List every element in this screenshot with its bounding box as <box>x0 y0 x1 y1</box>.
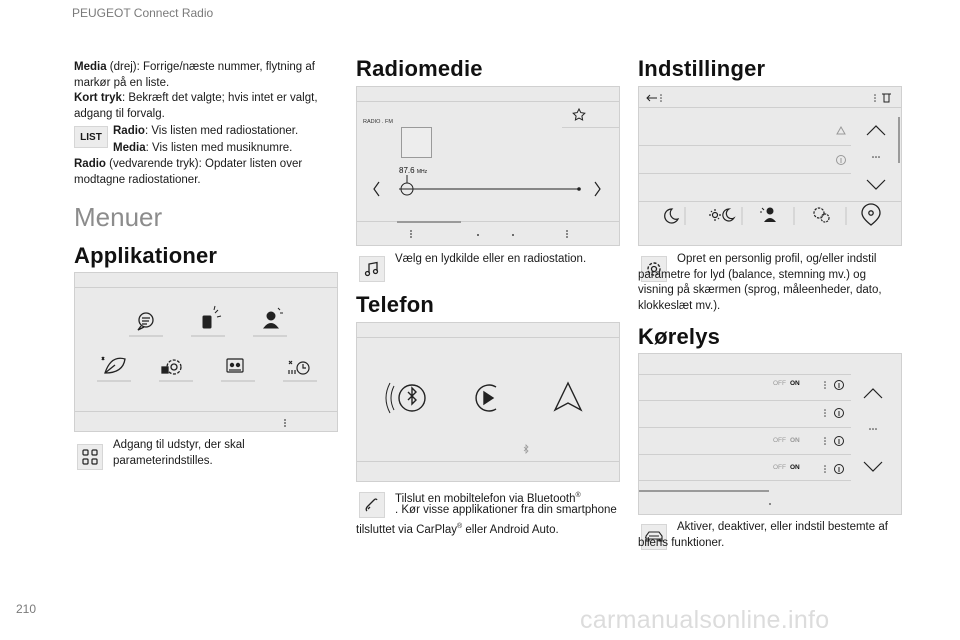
radio-update-paragraph: Radio (vedvarende tryk): Opdater listen over modtagne radiostationer. <box>74 158 303 186</box>
user-profile-icon <box>760 208 776 223</box>
radio-description: Vælg en lydkilde eller en radiostation. <box>395 253 587 265</box>
radio-menu-dots <box>410 230 568 238</box>
telephone-description: Tilslut en mobiltelefon via Bluetooth® <box>395 492 581 505</box>
apps-grid-icon <box>77 444 103 470</box>
scroll-down-icon <box>867 180 885 189</box>
toggle-switch-3[interactable]: OFF ON <box>773 464 800 471</box>
korelys-heading: Kørelys <box>638 324 721 349</box>
settings-menu-dots <box>660 94 876 102</box>
scroll-up-icon <box>864 389 882 398</box>
favorite-star-icon <box>573 109 585 120</box>
music-note-icon <box>359 256 385 282</box>
page-header: PEUGEOT Connect Radio <box>72 6 214 20</box>
climate-timer-icon <box>289 361 309 374</box>
driving-description: Aktiver, deaktiver, eller indstil bestemte af bilens funktioner. <box>638 521 888 549</box>
page-indicator-dots <box>872 156 880 158</box>
info-icons <box>835 381 844 474</box>
scroll-up-icon <box>867 126 885 135</box>
indstillinger-heading: Indstillinger <box>638 56 766 81</box>
driver-profile-icon <box>264 308 283 328</box>
watermark: carmanualsonline.info <box>580 606 830 634</box>
page-number: 210 <box>16 602 37 616</box>
android-auto-icon <box>555 383 581 410</box>
bluetooth-icon <box>386 383 425 413</box>
settings-gear-icon <box>162 360 181 374</box>
row-menu-dots <box>824 381 826 473</box>
applications-screen <box>74 272 338 432</box>
trash-icon <box>882 94 891 102</box>
media-list-paragraph: Media: Vis listen med musiknumre. <box>113 142 293 154</box>
more-options-icon <box>284 419 286 427</box>
radio-list-paragraph: Radio: Vis listen med radiostationer. <box>113 125 299 137</box>
radio-frequency: 87.6 MHz <box>399 166 428 175</box>
warning-triangle-icon <box>837 127 845 134</box>
toggle-switch-2[interactable]: OFF ON <box>773 437 800 444</box>
menuer-heading: Menuer <box>74 202 163 232</box>
system-settings-icon <box>814 208 829 222</box>
telefon-heading: Telefon <box>356 292 434 317</box>
radiomedie-heading: Radiomedie <box>356 56 483 81</box>
car-key-icon <box>203 306 221 328</box>
message-apps-icon <box>138 313 153 330</box>
privacy-icon <box>862 204 880 225</box>
settings-screen <box>638 86 902 246</box>
media-paragraph: Media (drej): Forrige/næste nummer, flytning af markør på en liste. <box>74 61 315 89</box>
carplay-icon <box>476 385 496 411</box>
settings-description: Opret en personlig profil, og/eller indstil parametre for lyd (balance, stemning mv.) og visning på skærmen (sprog, måleenheder, dato, klokkeslæt mv.). <box>638 253 882 312</box>
radio-band-label: RADIO . FM <box>363 119 393 125</box>
apps-description: Adgang til udstyr, der skal parameterindstilles. <box>113 439 245 467</box>
driving-screen <box>638 353 902 515</box>
next-station-icon <box>595 182 600 196</box>
telephone-description-cont: . Kør visse applikationer fra din smartphone tilsluttet via CarPlay® eller Android Auto. <box>356 504 617 536</box>
applikationer-heading: Applikationer <box>74 243 218 268</box>
list-button-icon: LIST <box>74 126 108 148</box>
back-arrow-icon <box>647 95 657 101</box>
frequency-slider-handle <box>401 175 413 195</box>
previous-station-icon <box>374 182 379 196</box>
night-mode-icon <box>665 209 678 223</box>
scroll-down-icon <box>864 462 882 471</box>
photo-gallery-icon <box>227 359 243 372</box>
bluetooth-status-icon <box>524 445 528 453</box>
kort-tryk-paragraph: Kort tryk: Bekræft det valgte; hvis intet er valgt, adgang til forvalg. <box>74 92 318 120</box>
toggle-switch-1[interactable]: OFF ON <box>773 380 800 387</box>
eco-leaf-icon <box>102 357 125 373</box>
info-icon <box>837 156 846 165</box>
telephone-screen <box>356 322 620 482</box>
page-indicator-dots <box>869 428 877 430</box>
day-night-icon <box>709 209 734 221</box>
radio-media-screen <box>356 86 620 246</box>
